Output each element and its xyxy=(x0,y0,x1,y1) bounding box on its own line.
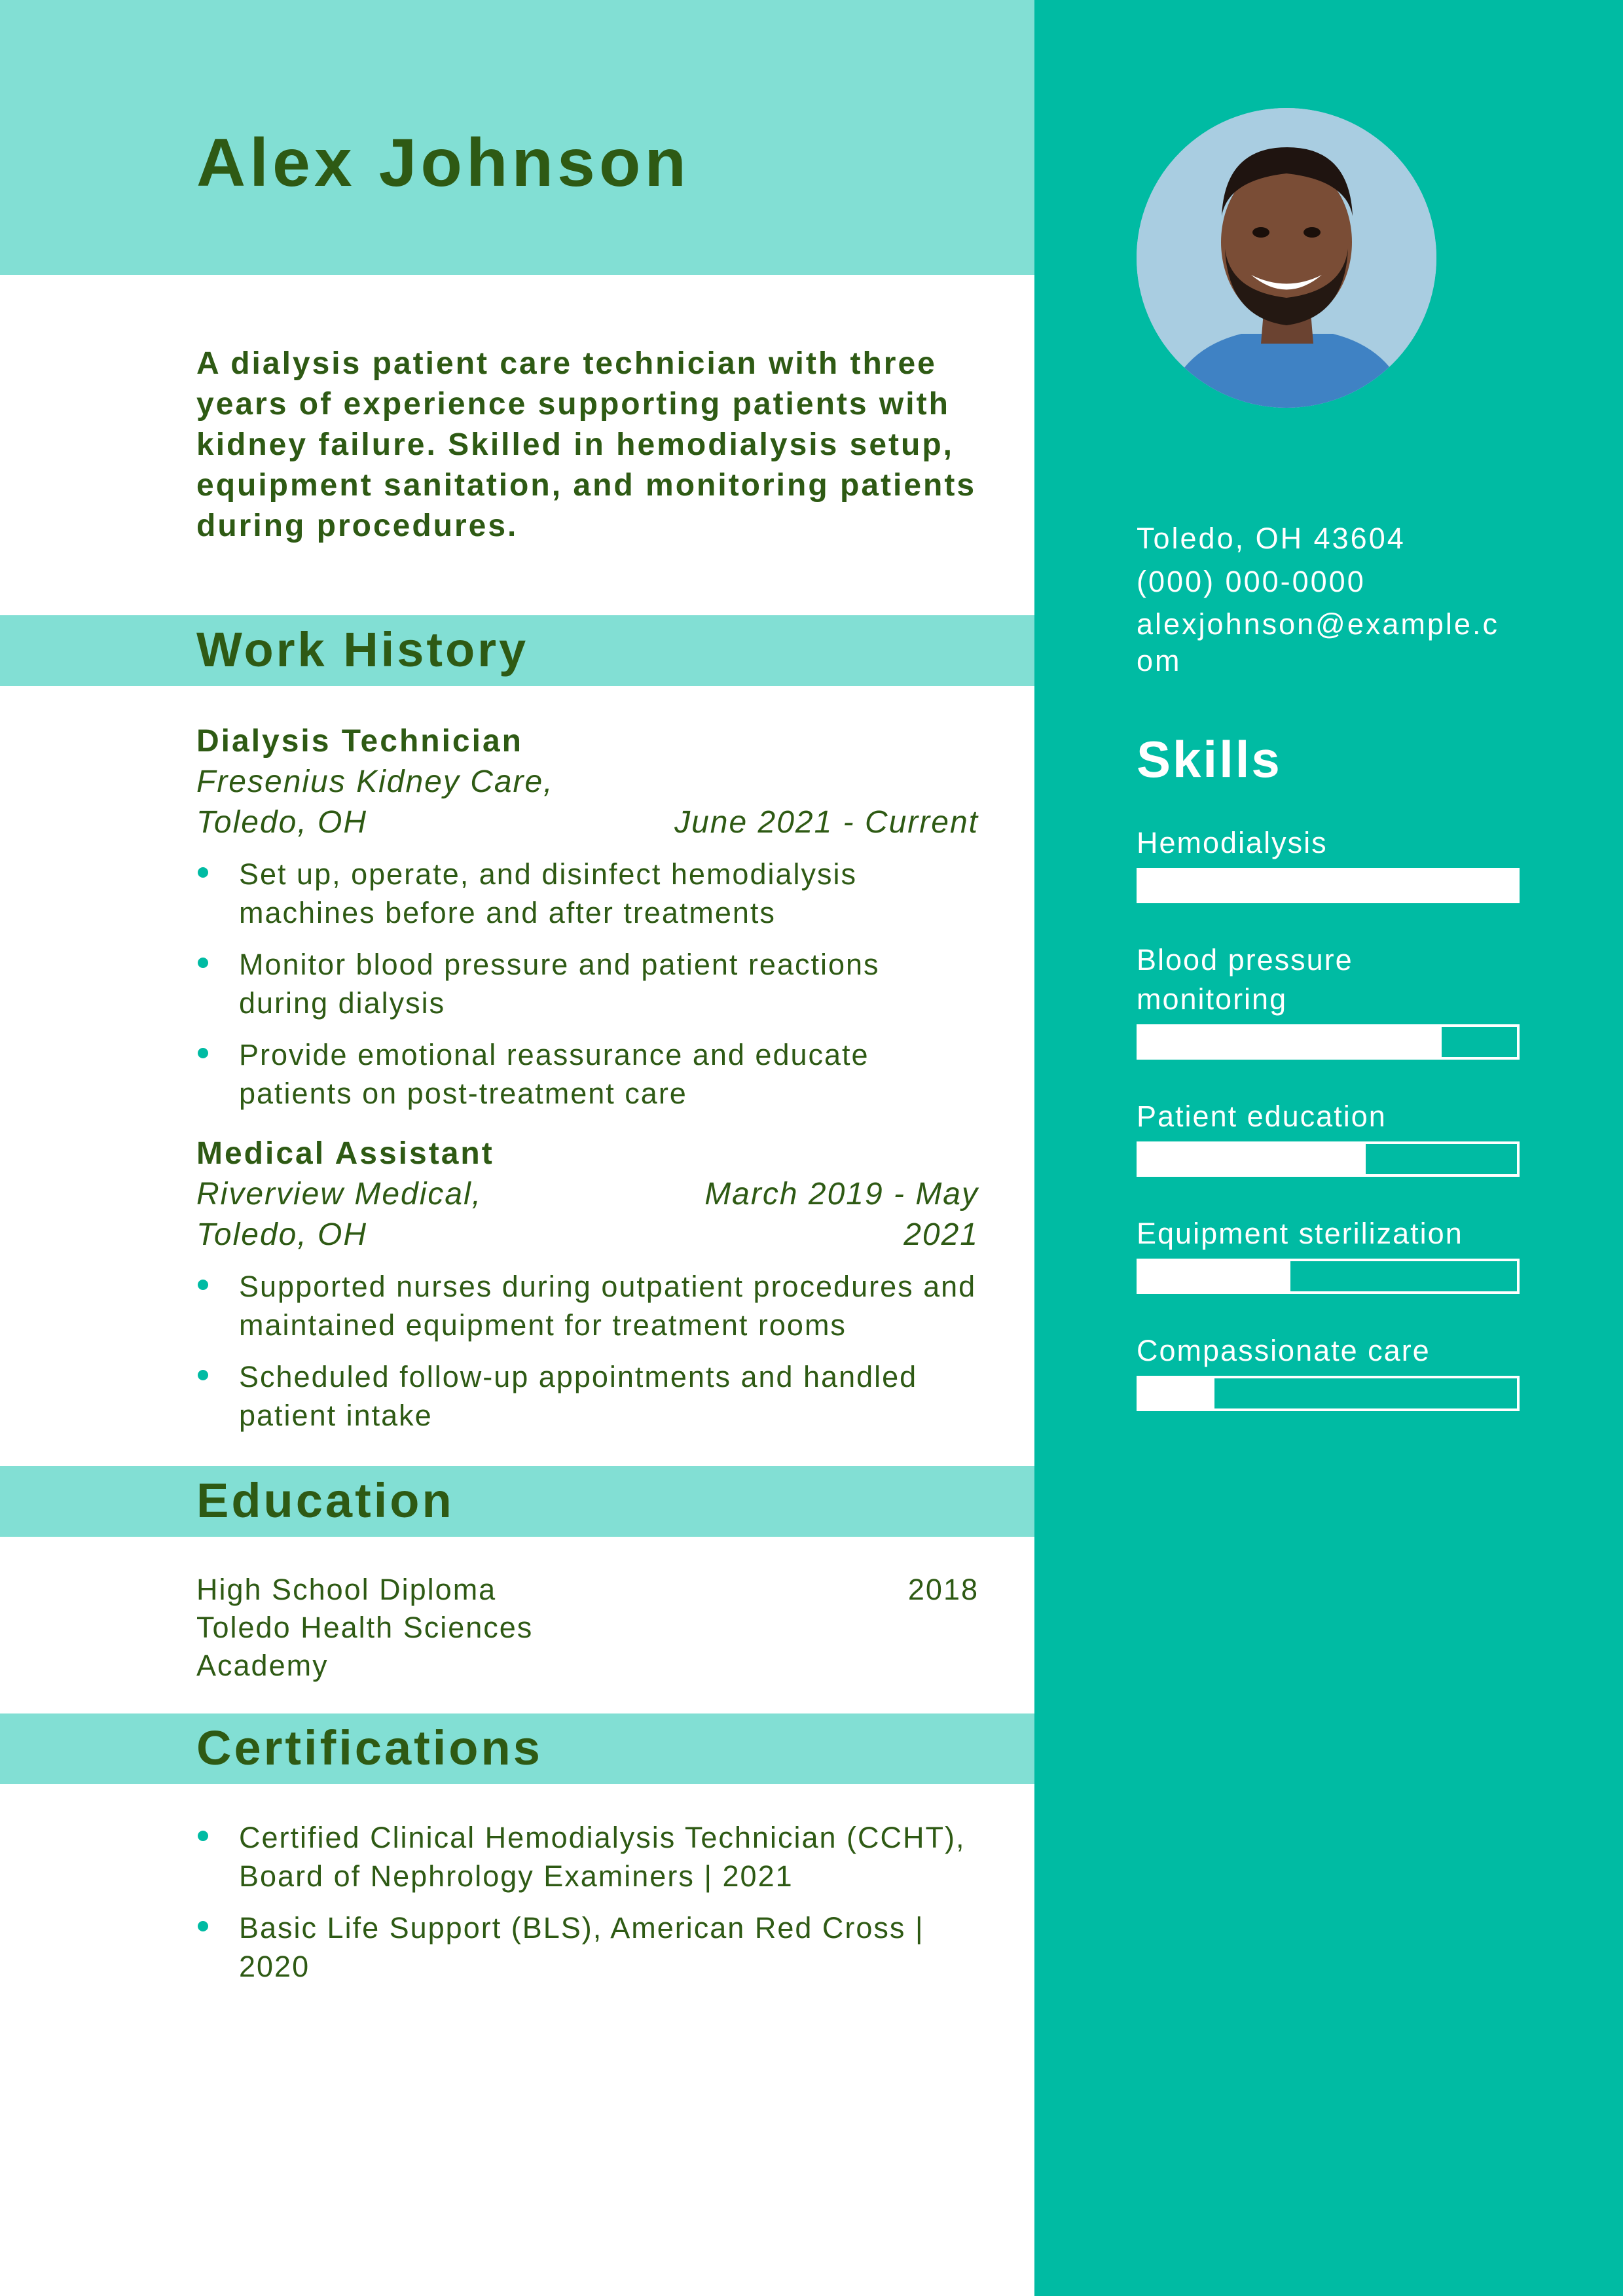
job-company-row xyxy=(196,1174,979,1215)
skill-item xyxy=(1137,1214,1520,1294)
list-item: Basic Life Support (BLS), American Red Cross | 2020 xyxy=(196,1909,979,1986)
job-company: Riverview Medical, xyxy=(196,1177,483,1211)
job-dates-start: March 2019 - May xyxy=(704,1177,979,1211)
address: Toledo, OH 43604 xyxy=(1137,522,1406,555)
list-item: Monitor blood pressure and patient reactions during dialysis xyxy=(196,945,979,1022)
certifications-list xyxy=(196,1818,979,1999)
job-dates-end: 2021 xyxy=(903,1217,979,1252)
skill-item xyxy=(1137,823,1520,903)
email: alexjohnson@example.com xyxy=(1137,607,1499,677)
skill-bar-fill xyxy=(1139,1378,1214,1408)
job-duties xyxy=(196,1267,979,1435)
avatar-icon xyxy=(1137,108,1436,408)
profile-photo xyxy=(1137,108,1436,408)
education-heading: Education xyxy=(196,1473,454,1528)
degree: High School Diploma xyxy=(196,1573,497,1606)
education-band xyxy=(0,1466,1034,1537)
skill-bar xyxy=(1137,1024,1520,1060)
bullet-dot-icon xyxy=(198,1048,208,1058)
list-item: Supported nurses during outpatient procedures and maintained equipment for treatment rooms xyxy=(196,1267,979,1344)
skill-bar-fill xyxy=(1139,1261,1290,1291)
candidate-name: Alex Johnson xyxy=(196,125,690,201)
job-entry xyxy=(196,721,979,1126)
bullet-dot-icon xyxy=(198,867,208,878)
professional-summary: A dialysis patient care technician with three years of experience supporting patients with kidney failure. Skilled in hemodialysis setup, equipment sanitation, and monitoring patients during procedures. xyxy=(196,346,977,543)
header-band xyxy=(0,0,1034,275)
work-history-heading: Work History xyxy=(196,622,529,677)
certifications-heading: Certifications xyxy=(196,1721,543,1775)
skill-item xyxy=(1137,941,1520,1060)
job-location-row xyxy=(196,802,979,843)
education-year: 2018 xyxy=(907,1573,979,1606)
work-history-band xyxy=(0,615,1034,686)
job-dates: June 2021 - Current xyxy=(674,805,979,840)
list-item: Certified Clinical Hemodialysis Technician (CCHT), Board of Nephrology Examiners | 2021 xyxy=(196,1818,979,1895)
education-entry xyxy=(196,1571,979,1685)
skill-bar xyxy=(1137,868,1520,903)
bullet-dot-icon xyxy=(198,1831,208,1841)
bullet-dot-icon xyxy=(198,1370,208,1380)
job-company: Fresenius Kidney Care, xyxy=(196,764,554,799)
job-location: Toledo, OH xyxy=(196,805,368,840)
skill-bar xyxy=(1137,1141,1520,1177)
skill-label: Equipment sterilization xyxy=(1137,1217,1463,1250)
list-item: Set up, operate, and disinfect hemodialysis machines before and after treatments xyxy=(196,855,979,932)
skill-bar xyxy=(1137,1376,1520,1411)
skill-label: Compassionate care xyxy=(1137,1334,1431,1367)
job-location-row xyxy=(196,1215,979,1255)
job-company-row xyxy=(196,762,979,802)
job-location: Toledo, OH xyxy=(196,1217,368,1252)
contact-info xyxy=(1137,517,1529,679)
skill-bar-fill xyxy=(1139,1027,1442,1057)
job-entry xyxy=(196,1134,979,1448)
skill-bar-fill xyxy=(1139,870,1517,901)
school: Toledo Health Sciences Academy xyxy=(196,1611,534,1682)
list-item: Provide emotional reassurance and educate patients on post-treatment care xyxy=(196,1035,979,1113)
skill-item xyxy=(1137,1331,1520,1411)
bullet-dot-icon xyxy=(198,1280,208,1290)
job-title: Dialysis Technician xyxy=(196,724,523,759)
bullet-dot-icon xyxy=(198,1921,208,1931)
job-title: Medical Assistant xyxy=(196,1136,494,1171)
list-item: Scheduled follow-up appointments and handled patient intake xyxy=(196,1357,979,1435)
bullet-dot-icon xyxy=(198,958,208,968)
skill-item xyxy=(1137,1097,1520,1177)
skill-label: Hemodialysis xyxy=(1137,826,1328,859)
skill-label: Blood pressure monitoring xyxy=(1137,943,1353,1016)
skill-bar xyxy=(1137,1259,1520,1294)
skills-heading: Skills xyxy=(1137,730,1282,788)
phone: (000) 000-0000 xyxy=(1137,565,1366,598)
skill-label: Patient education xyxy=(1137,1100,1387,1133)
job-duties xyxy=(196,855,979,1113)
skill-bar-fill xyxy=(1139,1144,1366,1174)
certifications-band xyxy=(0,1713,1034,1784)
